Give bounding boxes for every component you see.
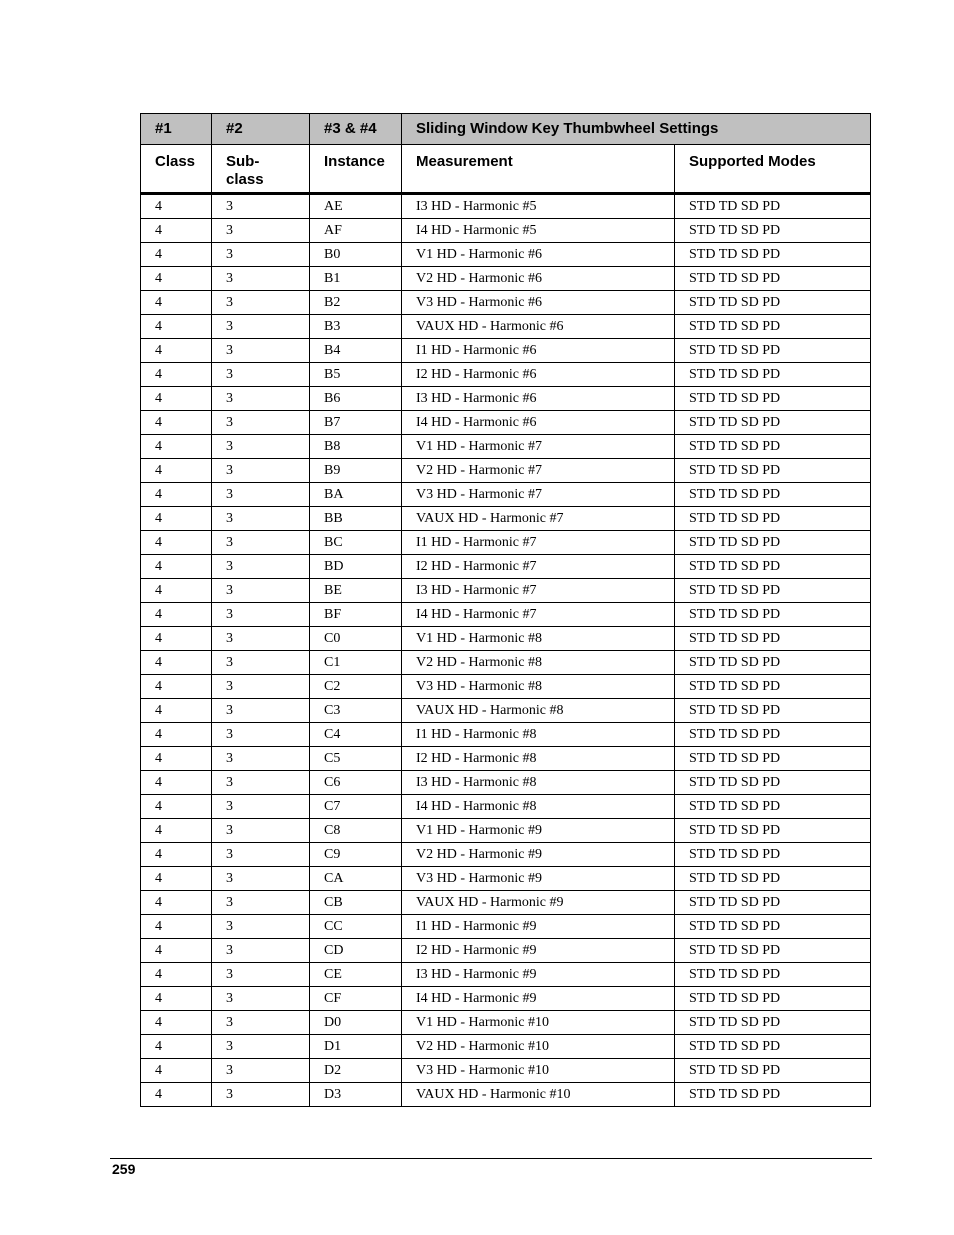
cell-subclass: 3 [212,1083,310,1107]
cell-measurement: I1 HD - Harmonic #8 [402,723,675,747]
cell-supported-modes: STD TD SD PD [675,507,871,531]
cell-class: 4 [141,819,212,843]
cell-subclass: 3 [212,939,310,963]
table-row [141,194,871,219]
cell-class: 4 [141,1035,212,1059]
cell-subclass: 3 [212,555,310,579]
cell-subclass: 3 [212,819,310,843]
cell-class: 4 [141,723,212,747]
cell-supported-modes: STD TD SD PD [675,675,871,699]
cell-instance: BC [310,531,402,555]
cell-measurement: I1 HD - Harmonic #6 [402,339,675,363]
cell-supported-modes: STD TD SD PD [675,963,871,987]
cell-supported-modes: STD TD SD PD [675,555,871,579]
cell-class: 4 [141,651,212,675]
table-row [141,315,871,339]
cell-measurement: I1 HD - Harmonic #7 [402,531,675,555]
cell-supported-modes: STD TD SD PD [675,939,871,963]
cell-supported-modes: STD TD SD PD [675,291,871,315]
cell-subclass: 3 [212,603,310,627]
cell-subclass: 3 [212,579,310,603]
cell-supported-modes: STD TD SD PD [675,531,871,555]
table-row [141,243,871,267]
cell-subclass: 3 [212,1035,310,1059]
cell-class: 4 [141,411,212,435]
header-measurement: Measurement [402,145,675,194]
cell-measurement: VAUX HD - Harmonic #6 [402,315,675,339]
cell-supported-modes: STD TD SD PD [675,363,871,387]
cell-subclass: 3 [212,243,310,267]
cell-instance: AF [310,219,402,243]
cell-measurement: V3 HD - Harmonic #10 [402,1059,675,1083]
cell-class: 4 [141,867,212,891]
cell-instance: AE [310,194,402,219]
cell-class: 4 [141,315,212,339]
cell-instance: B1 [310,267,402,291]
thumbwheel-settings-table [140,113,871,1107]
cell-class: 4 [141,627,212,651]
cell-instance: D0 [310,1011,402,1035]
cell-measurement: I2 HD - Harmonic #9 [402,939,675,963]
table-row [141,795,871,819]
header-settings-title: Sliding Window Key Thumbwheel Settings [402,114,871,145]
header-class: Class [141,145,212,194]
cell-class: 4 [141,1059,212,1083]
cell-subclass: 3 [212,363,310,387]
table-row [141,915,871,939]
cell-supported-modes: STD TD SD PD [675,843,871,867]
cell-instance: B8 [310,435,402,459]
cell-class: 4 [141,194,212,219]
header-instance: Instance [310,145,402,194]
header-key-3-4: #3 & #4 [310,114,402,145]
cell-class: 4 [141,459,212,483]
cell-supported-modes: STD TD SD PD [675,987,871,1011]
cell-measurement: V1 HD - Harmonic #6 [402,243,675,267]
cell-supported-modes: STD TD SD PD [675,315,871,339]
cell-subclass: 3 [212,843,310,867]
cell-measurement: V2 HD - Harmonic #9 [402,843,675,867]
cell-measurement: V3 HD - Harmonic #7 [402,483,675,507]
cell-subclass: 3 [212,963,310,987]
cell-class: 4 [141,603,212,627]
cell-supported-modes: STD TD SD PD [675,194,871,219]
cell-instance: B9 [310,459,402,483]
cell-instance: C8 [310,819,402,843]
cell-supported-modes: STD TD SD PD [675,483,871,507]
cell-measurement: VAUX HD - Harmonic #10 [402,1083,675,1107]
page-number: 259 [112,1161,136,1177]
cell-instance: C3 [310,699,402,723]
cell-class: 4 [141,1083,212,1107]
cell-class: 4 [141,699,212,723]
cell-class: 4 [141,915,212,939]
cell-measurement: I3 HD - Harmonic #8 [402,771,675,795]
cell-measurement: V1 HD - Harmonic #8 [402,627,675,651]
cell-measurement: V3 HD - Harmonic #6 [402,291,675,315]
cell-instance: B0 [310,243,402,267]
cell-subclass: 3 [212,267,310,291]
cell-class: 4 [141,579,212,603]
cell-instance: BB [310,507,402,531]
table-row [141,771,871,795]
cell-subclass: 3 [212,315,310,339]
cell-instance: CC [310,915,402,939]
table-row [141,891,871,915]
cell-subclass: 3 [212,699,310,723]
table-row [141,1083,871,1107]
cell-class: 4 [141,435,212,459]
table-row [141,531,871,555]
table-body [141,194,871,1107]
cell-instance: B4 [310,339,402,363]
table-row [141,651,871,675]
table-row [141,939,871,963]
cell-class: 4 [141,243,212,267]
cell-class: 4 [141,291,212,315]
cell-supported-modes: STD TD SD PD [675,627,871,651]
cell-measurement: I4 HD - Harmonic #8 [402,795,675,819]
cell-subclass: 3 [212,915,310,939]
cell-subclass: 3 [212,771,310,795]
cell-measurement: I4 HD - Harmonic #6 [402,411,675,435]
table-row [141,219,871,243]
cell-subclass: 3 [212,987,310,1011]
cell-instance: CA [310,867,402,891]
cell-subclass: 3 [212,747,310,771]
header-subclass: Sub- class [212,145,310,194]
cell-class: 4 [141,483,212,507]
cell-subclass: 3 [212,651,310,675]
table-row [141,483,871,507]
header-row-columns [141,145,871,194]
table-row [141,507,871,531]
cell-subclass: 3 [212,459,310,483]
cell-measurement: I2 HD - Harmonic #6 [402,363,675,387]
cell-instance: CE [310,963,402,987]
table-row [141,699,871,723]
cell-instance: CD [310,939,402,963]
table-row [141,675,871,699]
cell-supported-modes: STD TD SD PD [675,867,871,891]
cell-instance: BE [310,579,402,603]
cell-measurement: V2 HD - Harmonic #10 [402,1035,675,1059]
cell-measurement: I3 HD - Harmonic #5 [402,194,675,219]
cell-class: 4 [141,675,212,699]
cell-measurement: I2 HD - Harmonic #7 [402,555,675,579]
cell-supported-modes: STD TD SD PD [675,1011,871,1035]
cell-subclass: 3 [212,1011,310,1035]
header-key-2: #2 [212,114,310,145]
cell-instance: C2 [310,675,402,699]
cell-class: 4 [141,531,212,555]
cell-instance: D3 [310,1083,402,1107]
cell-instance: B5 [310,363,402,387]
table-row [141,747,871,771]
cell-supported-modes: STD TD SD PD [675,387,871,411]
cell-instance: B6 [310,387,402,411]
cell-measurement: I4 HD - Harmonic #5 [402,219,675,243]
table-row [141,987,871,1011]
cell-measurement: V2 HD - Harmonic #7 [402,459,675,483]
table-row [141,387,871,411]
cell-supported-modes: STD TD SD PD [675,1059,871,1083]
cell-instance: D2 [310,1059,402,1083]
cell-subclass: 3 [212,675,310,699]
cell-subclass: 3 [212,531,310,555]
cell-measurement: VAUX HD - Harmonic #8 [402,699,675,723]
cell-measurement: V3 HD - Harmonic #9 [402,867,675,891]
cell-instance: C1 [310,651,402,675]
table-row [141,1011,871,1035]
cell-supported-modes: STD TD SD PD [675,1083,871,1107]
cell-subclass: 3 [212,435,310,459]
table-header [141,114,871,194]
cell-subclass: 3 [212,411,310,435]
cell-supported-modes: STD TD SD PD [675,723,871,747]
cell-class: 4 [141,507,212,531]
cell-measurement: VAUX HD - Harmonic #7 [402,507,675,531]
header-key-1: #1 [141,114,212,145]
table-row [141,1059,871,1083]
cell-measurement: V1 HD - Harmonic #9 [402,819,675,843]
cell-instance: C9 [310,843,402,867]
cell-instance: C5 [310,747,402,771]
cell-measurement: I3 HD - Harmonic #7 [402,579,675,603]
cell-subclass: 3 [212,867,310,891]
cell-class: 4 [141,1011,212,1035]
cell-subclass: 3 [212,194,310,219]
cell-measurement: V1 HD - Harmonic #7 [402,435,675,459]
cell-supported-modes: STD TD SD PD [675,435,871,459]
table-row [141,819,871,843]
cell-measurement: I4 HD - Harmonic #7 [402,603,675,627]
cell-instance: C7 [310,795,402,819]
cell-measurement: I4 HD - Harmonic #9 [402,987,675,1011]
cell-supported-modes: STD TD SD PD [675,459,871,483]
table-row [141,963,871,987]
cell-subclass: 3 [212,1059,310,1083]
cell-subclass: 3 [212,339,310,363]
cell-class: 4 [141,363,212,387]
cell-subclass: 3 [212,891,310,915]
cell-subclass: 3 [212,219,310,243]
footer-divider [110,1158,872,1159]
cell-measurement: V1 HD - Harmonic #10 [402,1011,675,1035]
table-row [141,267,871,291]
cell-class: 4 [141,387,212,411]
cell-supported-modes: STD TD SD PD [675,219,871,243]
table-row [141,291,871,315]
table-row [141,1035,871,1059]
cell-subclass: 3 [212,795,310,819]
cell-instance: BD [310,555,402,579]
cell-supported-modes: STD TD SD PD [675,579,871,603]
cell-instance: B2 [310,291,402,315]
cell-supported-modes: STD TD SD PD [675,1035,871,1059]
cell-class: 4 [141,555,212,579]
table-row [141,339,871,363]
cell-supported-modes: STD TD SD PD [675,339,871,363]
table-row [141,843,871,867]
cell-measurement: I3 HD - Harmonic #9 [402,963,675,987]
cell-instance: CF [310,987,402,1011]
cell-class: 4 [141,747,212,771]
cell-supported-modes: STD TD SD PD [675,747,871,771]
cell-measurement: VAUX HD - Harmonic #9 [402,891,675,915]
cell-instance: BA [310,483,402,507]
cell-supported-modes: STD TD SD PD [675,795,871,819]
table-row [141,411,871,435]
cell-measurement: V2 HD - Harmonic #6 [402,267,675,291]
cell-measurement: I3 HD - Harmonic #6 [402,387,675,411]
table-row [141,459,871,483]
cell-class: 4 [141,219,212,243]
cell-subclass: 3 [212,507,310,531]
cell-supported-modes: STD TD SD PD [675,915,871,939]
cell-class: 4 [141,771,212,795]
cell-supported-modes: STD TD SD PD [675,771,871,795]
header-row-keys [141,114,871,145]
cell-class: 4 [141,843,212,867]
cell-measurement: I1 HD - Harmonic #9 [402,915,675,939]
cell-class: 4 [141,267,212,291]
cell-supported-modes: STD TD SD PD [675,411,871,435]
table-row [141,627,871,651]
cell-instance: C4 [310,723,402,747]
table-row [141,867,871,891]
header-supported-modes: Supported Modes [675,145,871,194]
cell-measurement: I2 HD - Harmonic #8 [402,747,675,771]
cell-instance: B3 [310,315,402,339]
table-row [141,723,871,747]
cell-instance: CB [310,891,402,915]
table-row [141,603,871,627]
cell-supported-modes: STD TD SD PD [675,699,871,723]
cell-measurement: V3 HD - Harmonic #8 [402,675,675,699]
cell-class: 4 [141,795,212,819]
cell-subclass: 3 [212,483,310,507]
cell-instance: C0 [310,627,402,651]
table-row [141,363,871,387]
cell-subclass: 3 [212,723,310,747]
cell-subclass: 3 [212,291,310,315]
cell-supported-modes: STD TD SD PD [675,603,871,627]
cell-instance: D1 [310,1035,402,1059]
cell-supported-modes: STD TD SD PD [675,819,871,843]
cell-class: 4 [141,891,212,915]
cell-supported-modes: STD TD SD PD [675,891,871,915]
cell-supported-modes: STD TD SD PD [675,243,871,267]
cell-supported-modes: STD TD SD PD [675,651,871,675]
cell-class: 4 [141,939,212,963]
table-row [141,435,871,459]
cell-subclass: 3 [212,627,310,651]
table-row [141,555,871,579]
cell-subclass: 3 [212,387,310,411]
cell-instance: C6 [310,771,402,795]
cell-class: 4 [141,339,212,363]
cell-instance: B7 [310,411,402,435]
cell-instance: BF [310,603,402,627]
table-row [141,579,871,603]
cell-supported-modes: STD TD SD PD [675,267,871,291]
cell-class: 4 [141,987,212,1011]
cell-class: 4 [141,963,212,987]
cell-measurement: V2 HD - Harmonic #8 [402,651,675,675]
